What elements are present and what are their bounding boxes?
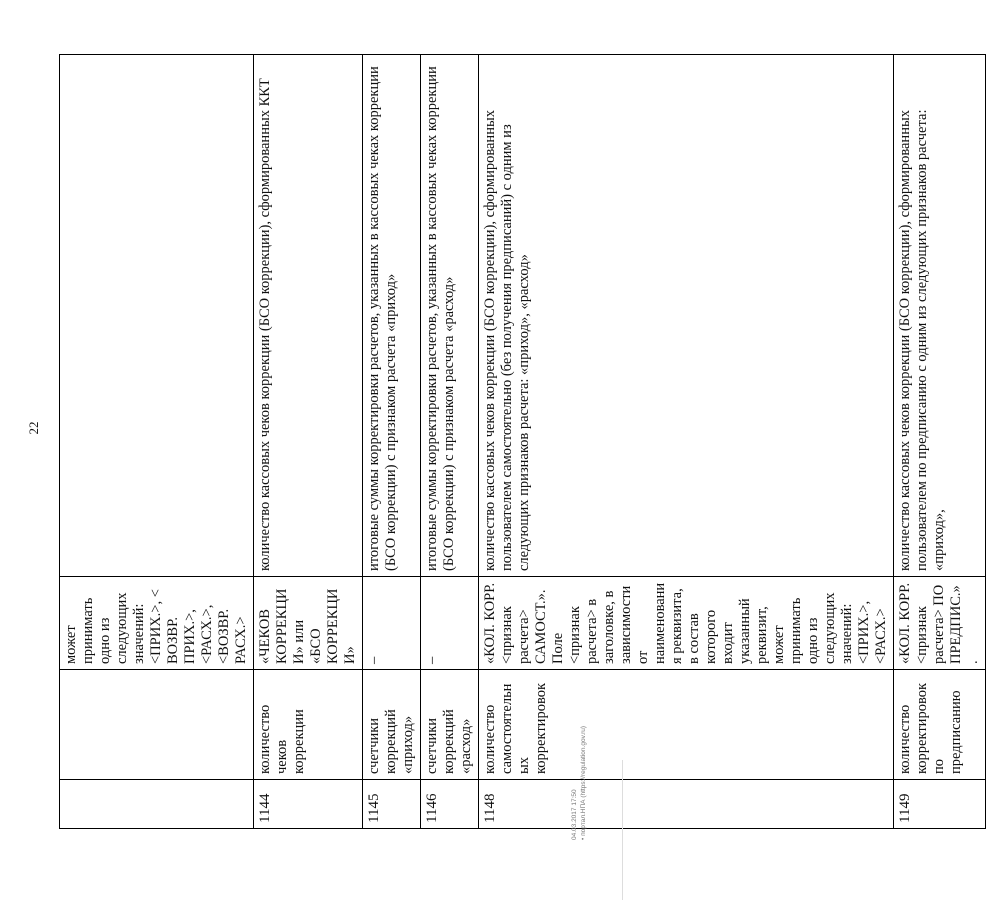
cell-name: количество самостоятельных корректировок — [479, 670, 894, 780]
cell-description: итоговые суммы корректировки расчетов, указанных в кассовых чеках коррекции (БСО коррекции) с признаком расчета «расход» — [421, 55, 479, 577]
cell-code: 1146 — [421, 780, 479, 829]
table-row — [421, 55, 479, 829]
stamp-line: 04.03.2017 17:50 — [571, 789, 578, 840]
table-row — [363, 55, 421, 829]
cell-code: 1148 — [479, 780, 894, 829]
page-number: 22 — [26, 421, 41, 435]
scan-edge-line — [622, 760, 623, 900]
footer-stamp — [570, 700, 598, 840]
cell-name: количество корректировок по предписанию — [894, 670, 986, 780]
table-row — [60, 55, 254, 829]
cell-name: количество чеков коррекции — [254, 670, 363, 780]
cell-name — [60, 670, 254, 780]
cell-description: итоговые суммы корректировки расчетов, указанных в кассовых чеках коррекции (БСО коррекции) с признаком расчета «приход» — [363, 55, 421, 577]
cell-format: может принимать одно из следующих значений: <ПРИХ.>, < ВОЗВР. ПРИХ.>, <РАСХ.>, <ВОЗВР. РАСХ.> — [60, 577, 254, 670]
cell-name: счетчики коррекций «приход» — [363, 670, 421, 780]
cell-format: – — [363, 577, 421, 670]
cell-format: «ЧЕКОВ КОРРЕКЦИИ» или «БСО КОРРЕКЦИИ» — [254, 577, 363, 670]
table-row — [479, 55, 894, 829]
cell-code — [60, 780, 254, 829]
cell-description: количество кассовых чеков коррекции (БСО коррекции), сформированных пользователем самостоятельно (без получения предписаний) с одним из следующих признаков расчета: «приход», «расход» — [479, 55, 894, 577]
cell-code: 1144 — [254, 780, 363, 829]
table-row — [254, 55, 363, 829]
stamp-line: • портал.НПА (https://regulation.gov.ru) — [580, 725, 587, 840]
table-row — [894, 55, 986, 829]
cell-name: счетчики коррекций «расход» — [421, 670, 479, 780]
cell-format: «КОЛ. КОРР. <признак расчета> ПО ПРЕДПИС.». — [894, 577, 986, 670]
cell-description: количество кассовых чеков коррекции (БСО коррекции), сформированных ККТ — [254, 55, 363, 577]
cell-description: количество кассовых чеков коррекции (БСО коррекции), сформированных пользователем по предписанию с одним из следующих признаков расчета: «приход», — [894, 55, 986, 577]
cell-description — [60, 55, 254, 577]
cell-code: 1145 — [363, 780, 421, 829]
cell-format: – — [421, 577, 479, 670]
cell-format: «КОЛ. КОРР. <признак расчета> САМОСТ.». Поле <признак расчета> в заголовке, в зависимости от наименования реквизита, в состав которого входит указанный реквизит, может принимать одно из следующих значений: <ПРИХ.>, <РАСХ.> — [479, 577, 894, 670]
requisites-table — [59, 54, 986, 829]
cell-code: 1149 — [894, 780, 986, 829]
